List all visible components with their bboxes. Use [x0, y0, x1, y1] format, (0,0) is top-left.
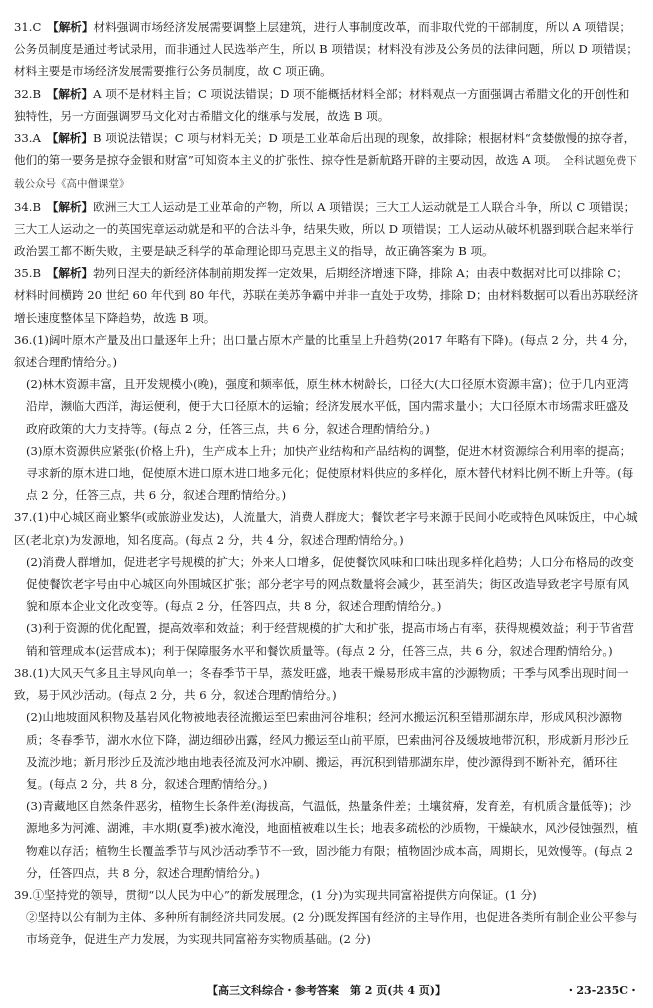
answer-content — [14, 16, 639, 951]
answer-38-part-1: 38.(1)大风天气多且主导风向单一；冬春季节干旱，蒸发旺盛，地表干燥易形成丰富的沙源物质；干季与风季出现时间一致，易于风沙活动。(每点 2 分，共 6 分，叙述合理酌情给分。) — [14, 665, 629, 703]
page-footer — [0, 980, 653, 1002]
answer-31: 31.C 【解析】材料强调市场经济发展需要调整上层建筑，进行人事制度改革，而非取代党的干部制度，所以 A 项错误；公务员制度是通过考试录用，而非通过人民选举产生，所以 B 项错误；材料没有涉及公务员的法律问题，所以 D 项错误；材料主要是市场经济发展需要推行公务员制度，故 C 项正确。 — [14, 20, 638, 79]
answer-36-part-2: (2)林木资源丰富，且开发规模小(晚)，强度和频率低，原生林木树龄长，口径大(大口径原木资源丰富)；位于几内亚湾沿岸，濒临大西洋，海运便利，便于大口径原木的运输；经济发展水平低，国内需求量小；大口径原木市场需求旺盛及政府政策的大力支持等。(每点 2 分，任答三点，共 6 分，叙述合理酌情给分。) — [26, 377, 629, 436]
answer-37-part-2: (2)消费人群增加，促进老字号规模的扩大；外来人口增多，促使餐饮风味和口味出现多样化趋势；人口分布格局的改变促使餐饮老字号由中心城区向外围城区扩张；部分老字号的网点数量将会减少，甚至消失；街区改造导致老字号原有风貌和原本企业文化改变等。(每点 2 分，任答四点，共 8 分，叙述合理酌情给分。) — [26, 554, 634, 614]
answer-38-part-3: (3)青藏地区自然条件恶劣，植物生长条件差(海拔高，气温低，热量条件差；土壤贫瘠，发育差，有机质含量低等)；沙源地多为河滩、湖滩，丰水期(夏季)被水淹没，地面植被难以生长；地表多疏松的沙质物，干燥缺水，风沙侵蚀强烈，植物难以存活；植物生长覆盖季节与风沙活动季节不一致，固沙能力有限；植物固沙成本高，周期长，见效慢等。(每点 2 分，任答四点，共 8 分，叙述合理酌情给分。) — [26, 799, 638, 880]
answer-34: 34.B 【解析】欧洲三大工人运动是工业革命的产物，所以 A 项错误；三大工人运动就是工人联合斗争，所以 C 项错误；三大工人运动之一的英国宪章运动就是和平的合法斗争，结果失败，所以 D 项错误；工人运动从破坏机器到联合起来举行政治罢工都不断失败，主要是缺乏科学的革命理论即马克思主义的指导，故正确答案为 B 项。 — [14, 199, 636, 259]
answer-35: 35.B 【解析】勃列日涅夫的新经济体制前期发挥一定效果，后期经济增速下降，排除 A；由表中数据对比可以排除 C；材料时间横跨 20 世纪 60 年代到 80 年代，苏联在美苏争霸中并非一直处于攻势，排除 D；由材料数据可以看出苏联经济增长速度整体呈下降趋势，故选 B 项。 — [14, 266, 639, 325]
answer-32: 32.B 【解析】A 项不是材料主旨；C 项说法错误；D 项不能概括材料全部；材料观点一方面强调古希腊文化的开创性和独特性，另一方面强调罗马文化对古希腊文化的继承与发展，故选 B 项。 — [14, 86, 630, 123]
footer-code: ・23-235C・ — [565, 984, 639, 997]
answer-36-part-3: (3)原木资源供应紧张(价格上升)，生产成本上升；加快产业结构和产品结构的调整，促进木材资源综合利用率的提高；寻求新的原木进口地，促使原木进口原木进口地多元化；促使原材料供应的多样化，原木替代材料比例不断上升等。(每点 2 分，任答三点，共 6 分，叙述合理酌情给分。) — [26, 443, 634, 503]
answer-33: 33.A 【解析】B 项说法错误；C 项与材料无关；D 项是工业革命后出现的现象，故排除；根据材料“贪婪傲慢的掠夺者，他们的第一要务是掠夺金银和财富”可知资本主义的扩张性、掠夺性是新航路开辟的主要动因，故选 A 项。 全科试题免费下载公众号《高中僧课堂》 — [14, 131, 637, 191]
answer-36-part-1: 36.(1)阔叶原木产量及出口量逐年上升；出口量占原木产量的比重呈上升趋势(2017 年略有下降)。(每点 2 分，共 4 分，叙述合理酌情给分。) — [14, 332, 636, 370]
answer-39-part-2: ②坚持以公有制为主体、多种所有制经济共同发展。(2 分)既发挥国有经济的主导作用，也促进各类所有制企业公平参与市场竞争，促进生产力发展，为实现共同富裕夯实物质基础。(2 分) — [26, 910, 638, 947]
answer-39-part-1: 39.①坚持党的领导，贯彻“以人民为中心”的新发展理念，(1 分)为实现共同富裕提供方向保证。(1 分) — [14, 887, 537, 902]
footer-page-label: 【高三文科综合・参考答案 第 2 页(共 4 页)】 — [206, 984, 447, 997]
answer-37-part-3: (3)利于资源的优化配置，提高效率和效益；利于经营规模的扩大和扩张，提高市场占有率，获得规模效益；利于节省营销和管理成本(运营成本)；利于保障服务水平和餐饮质量等。(每点 2 分，任答三点，共 6 分，叙述合理酌情给分。) — [26, 621, 634, 658]
watermark-text: 全科试题免费下载公众号《高中僧课堂》 — [14, 155, 637, 191]
answer-38-part-2: (2)山地坡面风积物及基岩风化物被地表径流搬运至巴索曲河谷堆积；经河水搬运沉积至错那湖东岸，形成风积沙源物质；冬春季节，湖水水位下降，湖边细砂出露，经风力搬运至山前平原，巴索曲河谷及缓坡地带沉积，形成新月形沙丘及流沙地；新月形沙丘及流沙地由地表径流及河水冲刷、搬运，再沉积到错那湖东岸，使沙源得到不断补充，循环往复。(每点 2 分，共 8 分，叙述合理酌情给分。) — [26, 710, 629, 791]
answer-37-part-1: 37.(1)中心城区商业繁华(或旅游业发达)，人流量大，消费人群庞大；餐饮老字号来源于民间小吃或特色风味饭庄，中心城区(老北京)为发源地，知名度高。(每点 2 分，共 4 分，叙述合理酌情给分。) — [14, 510, 638, 547]
